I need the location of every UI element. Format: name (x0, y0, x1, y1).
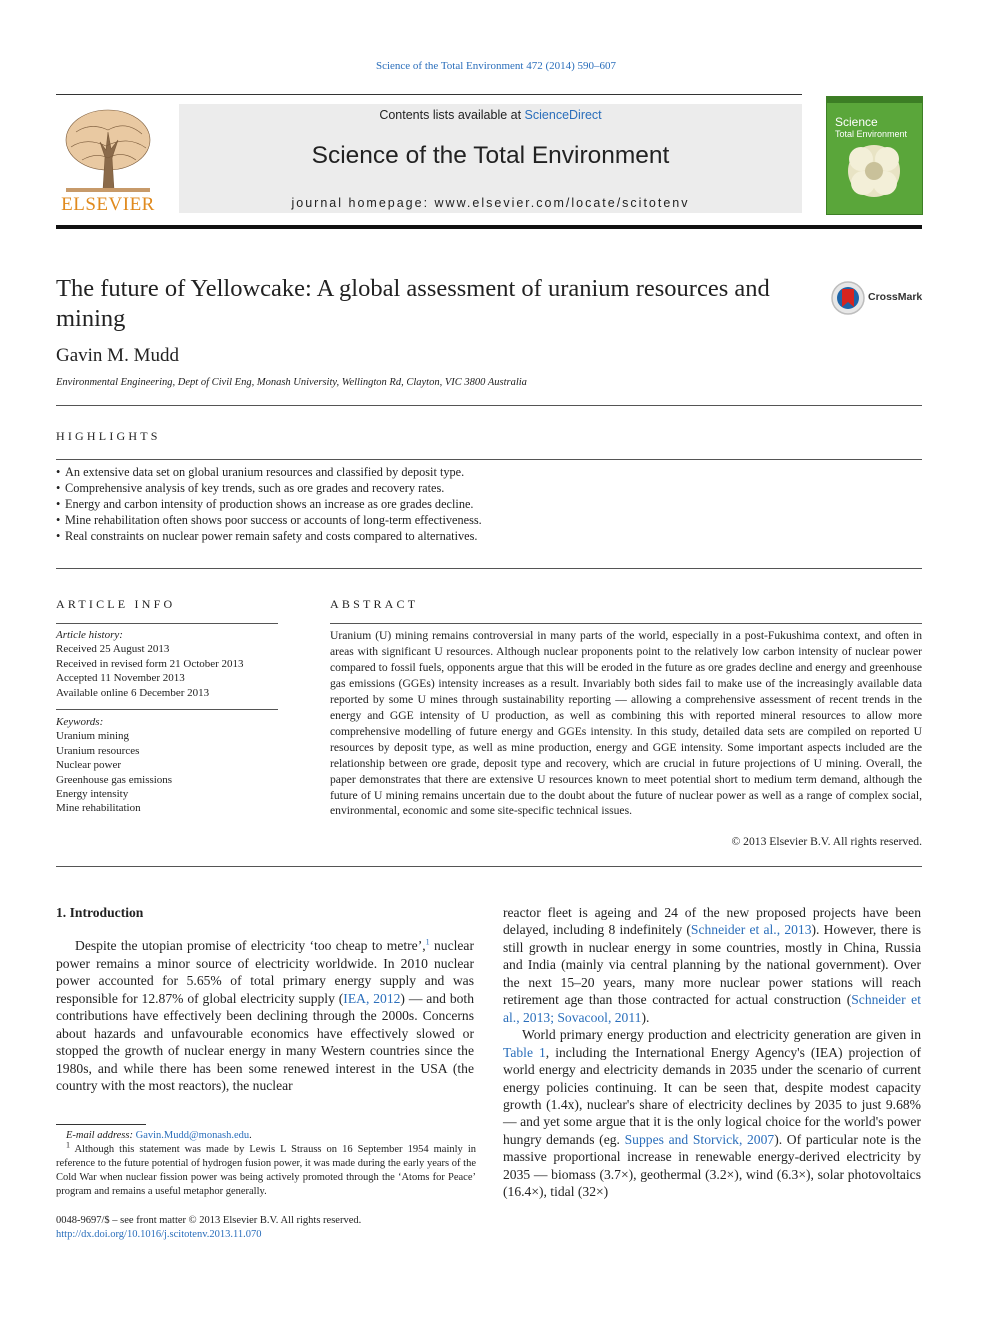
history-online: Available online 6 December 2013 (56, 686, 210, 699)
sciencedirect-link[interactable]: ScienceDirect (524, 108, 602, 122)
journal-title: Science of the Total Environment (311, 142, 670, 169)
doi-link[interactable]: http://dx.doi.org/10.1016/j.scitotenv.2013.11.070 (56, 1229, 262, 1240)
body-text: nuclear power remains a minor source of electricity worldwide. In 2010 nuclear power accounted for 5.65% of total primary energy supply and was responsible for 12.87% of global electricity supply ( (56, 938, 474, 1006)
bullet-icon: • (56, 529, 61, 543)
keyword: Uranium resources (56, 744, 140, 757)
divider (56, 866, 922, 867)
cover-title-line1: Science (835, 115, 878, 129)
footnote-1 (56, 1140, 476, 1199)
table-link[interactable]: Table 1 (503, 1044, 546, 1060)
divider (56, 405, 922, 406)
body-text: ). Of particular note is the massive proportional increase in renewable energy-derived electricity by 2035 — biomass (3.7×), geothermal (3.2×), wind (6.3×), solar photovoltaics (16.4×), tidal (32×) (503, 1131, 921, 1200)
highlight-item (56, 528, 922, 544)
body-text: Despite the utopian promise of electricity ‘too cheap to metre’, (75, 938, 426, 954)
highlight-text: Comprehensive analysis of key trends, such as ore grades and recovery rates. (65, 481, 445, 495)
footnotes (56, 1129, 476, 1199)
body-text: ) — and both contributions have effectively been declining through the 2000s. Concerns about hazards and unfavourable economics have effectively slowed or stopped the growth of nuclear energy in many Western countries since the 1980s, and while there has been some renewed interest in the USA (the country with the most reactors), the nuclear (56, 990, 474, 1094)
history-received: Received 25 August 2013 (56, 643, 170, 656)
elsevier-wordmark: ELSEVIER (61, 194, 155, 215)
citation-link[interactable]: Schneider et al., 2013; Sovacool, 2011 (503, 992, 921, 1025)
body-paragraph (503, 904, 921, 1026)
homepage-url[interactable]: www.elsevier.com/locate/scitotenv (434, 196, 690, 210)
abstract-heading: ABSTRACT (330, 597, 419, 611)
contents-line (179, 108, 802, 122)
journal-citation[interactable]: Science of the Total Environment 472 (2014) 590–607 (375, 60, 617, 72)
bullet-icon: • (56, 481, 61, 495)
body-column-left (56, 904, 474, 1095)
masthead-top-rule (56, 94, 802, 95)
highlight-text: An extensive data set on global uranium resources and classified by deposit type. (65, 465, 465, 479)
body-column-right (503, 904, 921, 1201)
footnote-marker: 1 (66, 1140, 70, 1150)
highlight-text: Mine rehabilitation often shows poor success or accounts of long-term effectiveness. (65, 513, 482, 527)
highlight-item (56, 496, 922, 512)
highlight-item (56, 480, 922, 496)
highlight-item (56, 512, 922, 528)
footnote-text: Although this statement was made by Lewis L Strauss on 16 September 1954 mainly in reference to the future potential of hydrogen fusion power, it was made during the early years of the Cold War when nuclear fission power was being actively promoted through the ‘Atoms for Peace’ program and remains a useful metaphor generally. (56, 1144, 476, 1197)
journal-homepage (179, 196, 802, 210)
citation-link[interactable]: IEA, 2012 (343, 990, 401, 1006)
keyword: Nuclear power (56, 759, 122, 772)
body-paragraph (503, 1026, 921, 1201)
footnote-ref[interactable]: 1 (425, 937, 430, 947)
keywords (56, 715, 278, 816)
body-text: reactor fleet is ageing and 24 of the new proposed projects have been delayed, including 8 indefinitely ( (503, 905, 921, 938)
divider (56, 709, 278, 710)
email-footnote (56, 1129, 476, 1143)
crossmark-icon (830, 280, 866, 316)
highlights-heading: HIGHLIGHTS (56, 429, 161, 443)
divider (56, 459, 922, 460)
citation-link[interactable]: Suppes and Storvick, 2007 (624, 1131, 775, 1147)
body-paragraph (56, 937, 474, 1094)
divider (56, 623, 278, 624)
highlight-text: Real constraints on nuclear power remain safety and costs compared to alternatives. (65, 529, 478, 543)
highlight-text: Energy and carbon intensity of production shows an increase as ore grades decline. (65, 497, 474, 511)
citation-link[interactable]: Schneider et al., 2013 (690, 922, 812, 938)
author-email-link[interactable]: Gavin.Mudd@monash.edu (135, 1130, 250, 1141)
author-name: Gavin M. Mudd (56, 345, 179, 366)
highlights-list (56, 464, 922, 544)
article-history (56, 628, 278, 700)
section-heading: 1. Introduction (56, 905, 144, 920)
cover-title (835, 117, 907, 140)
bullet-icon: • (56, 465, 61, 479)
history-revised: Received in revised form 21 October 2013 (56, 657, 244, 670)
history-accepted: Accepted 11 November 2013 (56, 672, 185, 685)
journal-banner (179, 104, 802, 213)
journal-cover-thumbnail[interactable] (826, 96, 923, 215)
divider (56, 568, 922, 569)
contents-prefix: Contents lists available at (379, 108, 525, 122)
article-history-heading: Article history: (56, 629, 123, 641)
cover-title-line2: Total Environment (835, 129, 908, 139)
divider (330, 623, 922, 624)
bullet-icon: • (56, 497, 61, 511)
homepage-prefix: journal homepage: (291, 196, 435, 210)
body-text: ). (641, 1009, 650, 1025)
crossmark-badge[interactable] (830, 280, 922, 316)
article-title: The future of Yellowcake: A global assessment of uranium resources and mining (56, 275, 770, 332)
body-text: , including the International Energy Agency's (IEA) projection of world energy and electricity demands in 2035 under the scenario of current energy policies continuing. It can be seen that, despite modest capacity growth (1.4x), nuclear's share of electricity declines by 2035 to just 9.68% — and yet some argue that it is the only logical choice for the world's power hungry demands (eg. (503, 1044, 921, 1147)
crossmark-label: CrossMark (868, 291, 923, 303)
keyword: Greenhouse gas emissions (56, 773, 173, 786)
issn-block (56, 1214, 476, 1242)
keyword: Mine rehabilitation (56, 802, 141, 815)
keywords-heading: Keywords: (56, 716, 104, 728)
bullet-icon: • (56, 513, 61, 527)
article-info-heading: ARTICLE INFO (56, 597, 176, 611)
masthead-bottom-rule (56, 225, 922, 229)
keyword: Uranium mining (56, 730, 130, 743)
footnote-rule (56, 1124, 146, 1125)
email-label: E-mail address: (66, 1130, 136, 1141)
body-text: ). However, there is still growth in nuclear energy in some countries, mostly in China, Russia and India (mainly via central planning by the national government). Over the next 15–20 years, many more nuclear power stations will reach retirement age than those contracted for actual construction ( (503, 922, 922, 1008)
author-affiliation: Environmental Engineering, Dept of Civil Eng, Monash University, Wellington Rd, Clayton, VIC 3800 Australia (56, 377, 527, 388)
highlight-item (56, 464, 922, 480)
body-text: World primary energy production and electricity generation are given in (522, 1027, 921, 1043)
footnote-text: . (249, 1130, 252, 1141)
abstract-text: Uranium (U) mining remains controversial in many parts of the world, especially in a post-Fukushima context, and often in areas with significant U resources. Although nuclear proponents point to the relatively low carbon intensity of nuclear power compared to fossil fuels, opponents argue that this will be eroded in the future as ore grades decline and energy and greenhouse gas emissions (GGEs) intensity increases as a result. Invariably both sides fail to make use of the increasingly available data reported by some U mines through sustainability reporting — allowing a comprehensive assessment of recent trends in the energy and GGE intensity of U production, as well as combining this with reported mineral resources to allow more comprehensive modelling of future energy and GGEs intensity. In this study, detailed data sets are compiled on reported U resources by deposit type, as well as mine production, energy and GGE intensity. Some important aspects included are the relationship between ore grade, deposit type and recovery, which are crucial in future projections of U mining. Overall, the paper demonstrates that there are extensive U resources known to meet potential short to medium term demand, although the future of U mining remains uncertain due to the doubt about the future of nuclear power as well as a range of complex social, environmental, economic and some site-specific technical issues. (330, 629, 922, 818)
abstract-copyright: © 2013 Elsevier B.V. All rights reserved. (731, 835, 922, 848)
keyword: Energy intensity (56, 788, 129, 801)
front-matter-line: 0048-9697/$ – see front matter © 2013 Elsevier B.V. All rights reserved. (56, 1215, 362, 1226)
